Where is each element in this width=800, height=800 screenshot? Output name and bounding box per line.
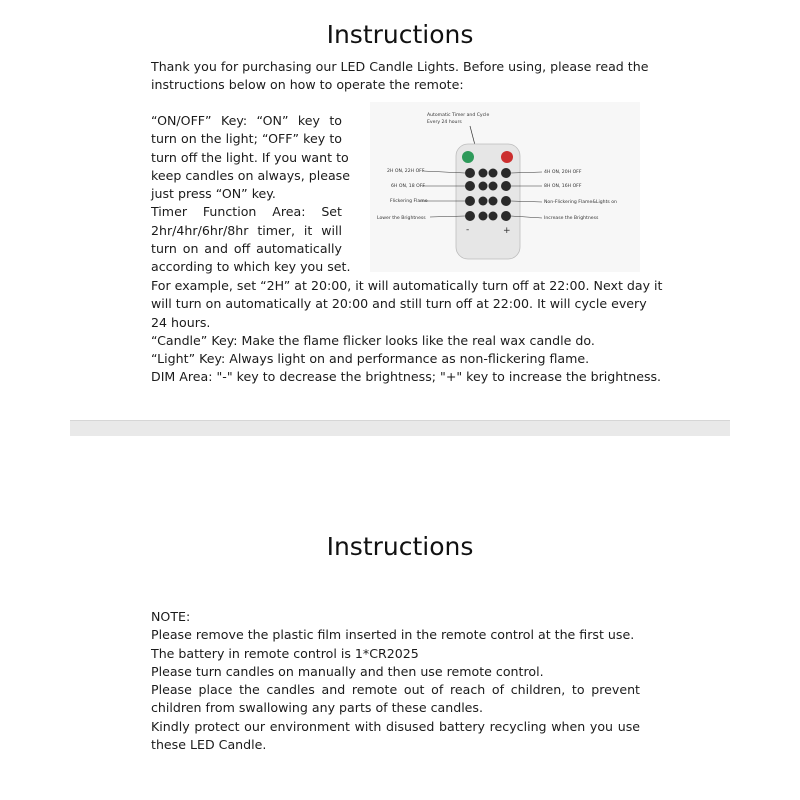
text-line: 2hr/4hr/6hr/8hr timer, it will: [151, 222, 342, 238]
minus-label: -: [466, 225, 470, 235]
figure-left-label: 2H ON, 22H OFF: [387, 169, 425, 174]
page-2-title: Instructions: [326, 532, 474, 561]
text-line: For example, set “2H” at 20:00, it will automatically turn off at 22:00. Next day it: [151, 278, 663, 293]
remote-control-diagram: [370, 102, 640, 272]
note-paragraph: [151, 608, 640, 754]
text-line: Please remove the plastic film inserted in the remote control at the first use.: [151, 627, 635, 643]
text-line: children from swallowing any parts of these candles.: [151, 700, 483, 716]
text-line: “Candle” Key: Make the flame flicker looks like the real wax candle do.: [151, 332, 595, 348]
text-line: turn off the light. If you want to: [151, 149, 349, 165]
figure-right-label: 4H ON, 20H OFF: [544, 170, 582, 175]
page-separator-line: [70, 420, 730, 421]
text-line: these LED Candle.: [151, 737, 267, 753]
off-button: [501, 151, 513, 163]
figure-right-label: 8H ON, 16H OFF: [544, 184, 582, 189]
text-line: Timer Function Area: Set: [151, 204, 342, 220]
text-line: 24 hours.: [151, 314, 211, 330]
text-line: turn on the light; “OFF” key to: [151, 131, 342, 147]
figure-right-label: Non-Flickering Flame&Lights on: [544, 200, 617, 205]
text-line: Kindly protect our environment with disused battery recycling when you use: [151, 718, 640, 734]
figure-left-label: 6H ON, 18 OFF: [391, 184, 426, 189]
detail-paragraph: [151, 277, 663, 387]
text-line: “Light” Key: Always light on and performance as non-flickering flame.: [151, 351, 590, 367]
text-line: NOTE:: [151, 609, 191, 624]
figure-left-label: Lower the Brightness: [377, 216, 426, 221]
page-2: [0, 436, 800, 800]
intro-line: instructions below on how to operate the remote:: [151, 77, 464, 93]
page-separator: [70, 420, 730, 436]
text-line: Please place the candles and remote out of reach of children, to prevent: [151, 682, 640, 698]
text-line: Please turn candles on manually and then use remote control.: [151, 663, 544, 679]
intro-paragraph: [151, 58, 649, 95]
text-line: DIM Area: "-" key to decrease the brightness; "+" key to increase the brightness.: [151, 369, 662, 385]
key-description-column: [151, 112, 351, 277]
text-line: according to which key you set.: [151, 259, 351, 275]
figure-top-label: Automatic Timer and Cycle: [427, 113, 490, 118]
figure-left-label: Flickering Flame: [390, 199, 428, 204]
text-line: “ON/OFF” Key: “ON” key to: [151, 113, 342, 128]
text-line: keep candles on always, please: [151, 167, 350, 183]
plus-label: +: [503, 226, 511, 236]
text-line: just press “ON” key.: [151, 186, 276, 202]
figure-right-label: Increase the Brightness: [544, 216, 599, 221]
text-line: will turn on automatically at 20:00 and still turn off at 22:00. It will cycle every: [151, 296, 647, 312]
text-line: The battery in remote control is 1*CR2025: [151, 645, 419, 661]
on-button: [462, 151, 474, 163]
figure-top-label: Every 24 hours: [427, 120, 462, 125]
page-1-title: Instructions: [326, 20, 474, 49]
intro-line: Thank you for purchasing our LED Candle Lights. Before using, please read the: [151, 59, 649, 74]
text-line: turn on and off automatically: [151, 241, 342, 257]
